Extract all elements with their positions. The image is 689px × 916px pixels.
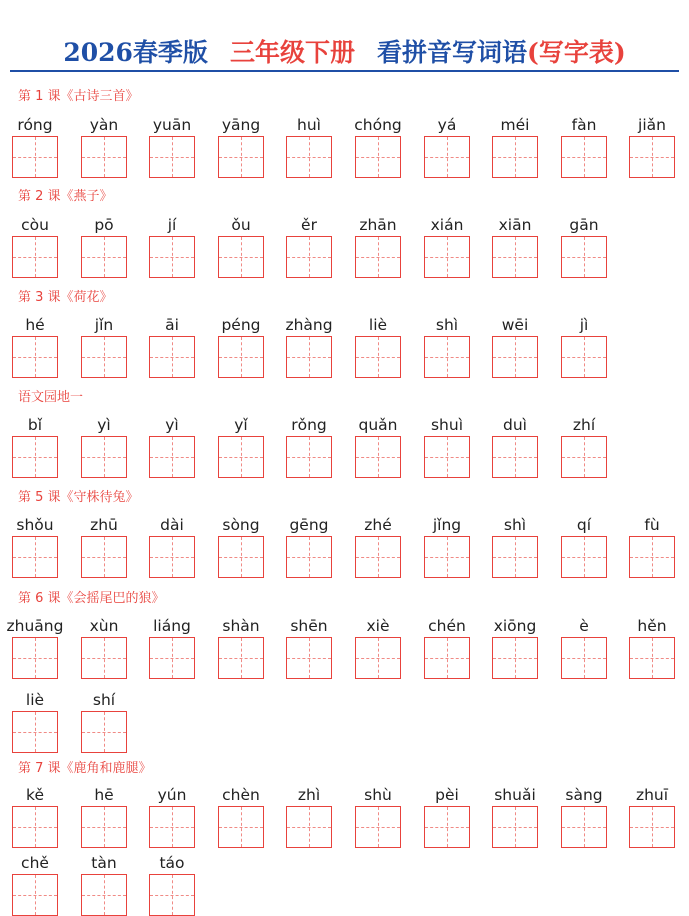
writing-box[interactable] bbox=[629, 136, 675, 178]
writing-box[interactable] bbox=[424, 236, 470, 278]
writing-box[interactable] bbox=[286, 806, 332, 848]
lesson-title: 第 5 课《守株待兔》 bbox=[18, 490, 139, 505]
pinyin-label: shì bbox=[503, 516, 527, 534]
pinyin-label: hé bbox=[25, 316, 45, 334]
pinyin-label: shù bbox=[364, 786, 392, 804]
pinyin-label: rǒng bbox=[291, 416, 327, 434]
writing-box[interactable] bbox=[424, 806, 470, 848]
writing-box[interactable] bbox=[424, 637, 470, 679]
pinyin-label: hěn bbox=[637, 617, 667, 635]
pinyin-label: yuān bbox=[152, 116, 192, 134]
writing-box[interactable] bbox=[12, 136, 58, 178]
writing-box[interactable] bbox=[355, 806, 401, 848]
title-subject: 看拼音写词语 bbox=[376, 38, 527, 67]
title-grade: 三年级下册 bbox=[229, 38, 355, 67]
pinyin-label: shuì bbox=[430, 416, 464, 434]
title-paren-open: ( bbox=[526, 38, 539, 67]
writing-box[interactable] bbox=[355, 436, 401, 478]
writing-box[interactable] bbox=[286, 136, 332, 178]
pinyin-label: zhū bbox=[90, 516, 118, 534]
writing-box[interactable] bbox=[424, 336, 470, 378]
pinyin-label: dài bbox=[160, 516, 184, 534]
writing-box[interactable] bbox=[355, 536, 401, 578]
pinyin-label: zhí bbox=[572, 416, 596, 434]
pinyin-label: jiǎn bbox=[638, 116, 666, 134]
writing-box[interactable] bbox=[12, 536, 58, 578]
pinyin-label: xùn bbox=[89, 617, 119, 635]
pinyin-label: yāng bbox=[221, 116, 261, 134]
pinyin-label: zhuāng bbox=[6, 617, 64, 635]
pinyin-label: xiōng bbox=[493, 617, 537, 635]
writing-box[interactable] bbox=[218, 336, 264, 378]
writing-box[interactable] bbox=[12, 874, 58, 916]
writing-box[interactable] bbox=[286, 536, 332, 578]
pinyin-label: còu bbox=[21, 216, 49, 234]
writing-box[interactable] bbox=[12, 236, 58, 278]
writing-box[interactable] bbox=[355, 637, 401, 679]
pinyin-label: gēng bbox=[289, 516, 329, 534]
pinyin-label: zhuī bbox=[635, 786, 669, 804]
pinyin-label: duì bbox=[503, 416, 527, 434]
pinyin-label: pèi bbox=[435, 786, 459, 804]
writing-box[interactable] bbox=[81, 874, 127, 916]
writing-box[interactable] bbox=[218, 236, 264, 278]
lesson-title: 第 2 课《燕子》 bbox=[18, 189, 113, 204]
writing-box[interactable] bbox=[355, 136, 401, 178]
pinyin-label: yǐ bbox=[234, 416, 248, 434]
pinyin-label: chě bbox=[21, 854, 49, 872]
pinyin-label: zhàng bbox=[285, 316, 333, 334]
title-year: 2026 bbox=[63, 38, 133, 67]
writing-box[interactable] bbox=[149, 236, 195, 278]
writing-box[interactable] bbox=[561, 436, 607, 478]
pinyin-label: kě bbox=[26, 786, 44, 804]
writing-box[interactable] bbox=[81, 236, 127, 278]
writing-box[interactable] bbox=[218, 536, 264, 578]
writing-box[interactable] bbox=[149, 536, 195, 578]
writing-box[interactable] bbox=[355, 236, 401, 278]
writing-box[interactable] bbox=[561, 806, 607, 848]
writing-box[interactable] bbox=[149, 336, 195, 378]
lesson-title: 第 3 课《荷花》 bbox=[18, 290, 113, 305]
pinyin-label: bǐ bbox=[27, 416, 43, 434]
pinyin-label: sòng bbox=[222, 516, 260, 534]
pinyin-label: chèn bbox=[222, 786, 260, 804]
writing-box[interactable] bbox=[492, 536, 538, 578]
pinyin-label: gān bbox=[569, 216, 599, 234]
lesson-title: 第 7 课《鹿角和鹿腿》 bbox=[18, 761, 152, 776]
writing-box[interactable] bbox=[629, 806, 675, 848]
pinyin-label: pō bbox=[94, 216, 114, 234]
pinyin-label: péng bbox=[221, 316, 261, 334]
writing-box[interactable] bbox=[355, 336, 401, 378]
pinyin-label: xián bbox=[430, 216, 464, 234]
writing-box[interactable] bbox=[492, 136, 538, 178]
writing-box[interactable] bbox=[561, 637, 607, 679]
writing-box[interactable] bbox=[81, 136, 127, 178]
lesson-title: 第 6 课《会摇尾巴的狼》 bbox=[18, 591, 165, 606]
pinyin-label: jǐn bbox=[94, 316, 114, 334]
pinyin-label: huì bbox=[297, 116, 321, 134]
writing-box[interactable] bbox=[12, 806, 58, 848]
pinyin-label: ǒu bbox=[231, 216, 251, 234]
writing-box[interactable] bbox=[492, 806, 538, 848]
pinyin-label: shǒu bbox=[16, 516, 54, 534]
pinyin-label: shàn bbox=[222, 617, 260, 635]
writing-box[interactable] bbox=[149, 436, 195, 478]
pinyin-label: xiè bbox=[366, 617, 390, 635]
writing-box[interactable] bbox=[286, 436, 332, 478]
pinyin-label: róng bbox=[17, 116, 53, 134]
writing-box[interactable] bbox=[149, 806, 195, 848]
writing-box[interactable] bbox=[218, 136, 264, 178]
pinyin-label: táo bbox=[159, 854, 185, 872]
pinyin-label: quǎn bbox=[358, 416, 398, 434]
pinyin-label: chén bbox=[428, 617, 466, 635]
pinyin-label: chóng bbox=[354, 116, 402, 134]
writing-box[interactable] bbox=[81, 336, 127, 378]
writing-box[interactable] bbox=[12, 436, 58, 478]
pinyin-label: méi bbox=[500, 116, 530, 134]
pinyin-label: hē bbox=[94, 786, 114, 804]
title-edition: 春季版 bbox=[132, 38, 208, 67]
pinyin-label: liè bbox=[368, 316, 388, 334]
pinyin-label: yàn bbox=[89, 116, 119, 134]
title-paren-close: ) bbox=[613, 38, 626, 67]
pinyin-label: āi bbox=[165, 316, 179, 334]
writing-box[interactable] bbox=[492, 336, 538, 378]
writing-box[interactable] bbox=[561, 336, 607, 378]
writing-box[interactable] bbox=[286, 637, 332, 679]
lesson-title: 语文园地一 bbox=[18, 390, 84, 405]
writing-box[interactable] bbox=[286, 236, 332, 278]
writing-box[interactable] bbox=[561, 136, 607, 178]
pinyin-label: è bbox=[579, 617, 589, 635]
pinyin-label: shí bbox=[92, 691, 116, 709]
writing-box[interactable] bbox=[81, 436, 127, 478]
pinyin-label: yì bbox=[165, 416, 179, 434]
pinyin-label: yún bbox=[157, 786, 187, 804]
writing-box[interactable] bbox=[629, 536, 675, 578]
writing-box[interactable] bbox=[492, 236, 538, 278]
writing-box[interactable] bbox=[424, 536, 470, 578]
writing-box[interactable] bbox=[81, 806, 127, 848]
writing-box[interactable] bbox=[492, 436, 538, 478]
writing-box[interactable] bbox=[149, 136, 195, 178]
writing-box[interactable] bbox=[561, 236, 607, 278]
writing-box[interactable] bbox=[12, 637, 58, 679]
writing-box[interactable] bbox=[492, 637, 538, 679]
pinyin-label: zhān bbox=[359, 216, 397, 234]
pinyin-label: shì bbox=[435, 316, 459, 334]
writing-box[interactable] bbox=[81, 711, 127, 753]
writing-box[interactable] bbox=[149, 637, 195, 679]
writing-box[interactable] bbox=[424, 136, 470, 178]
pinyin-label: xiān bbox=[498, 216, 532, 234]
writing-box[interactable] bbox=[12, 711, 58, 753]
writing-box[interactable] bbox=[12, 336, 58, 378]
pinyin-label: fàn bbox=[571, 116, 597, 134]
writing-box[interactable] bbox=[218, 436, 264, 478]
writing-box[interactable] bbox=[286, 336, 332, 378]
pinyin-label: yá bbox=[437, 116, 457, 134]
pinyin-label: qí bbox=[576, 516, 592, 534]
writing-box[interactable] bbox=[81, 637, 127, 679]
writing-box[interactable] bbox=[218, 806, 264, 848]
writing-box[interactable] bbox=[218, 637, 264, 679]
pinyin-label: sàng bbox=[565, 786, 603, 804]
writing-box[interactable] bbox=[81, 536, 127, 578]
pinyin-label: shēn bbox=[290, 617, 328, 635]
title-table-name: 写字表 bbox=[538, 38, 614, 67]
pinyin-label: jí bbox=[167, 216, 177, 234]
writing-box[interactable] bbox=[424, 436, 470, 478]
writing-box[interactable] bbox=[149, 874, 195, 916]
pinyin-label: ěr bbox=[301, 216, 317, 234]
pinyin-label: shuǎi bbox=[494, 786, 536, 804]
pinyin-label: liè bbox=[25, 691, 45, 709]
pinyin-label: jì bbox=[579, 316, 589, 334]
pinyin-label: yì bbox=[97, 416, 111, 434]
writing-box[interactable] bbox=[629, 637, 675, 679]
pinyin-label: liáng bbox=[153, 617, 191, 635]
lesson-title: 第 1 课《古诗三首》 bbox=[18, 89, 139, 104]
pinyin-label: fù bbox=[644, 516, 660, 534]
pinyin-label: wēi bbox=[501, 316, 529, 334]
pinyin-label: zhì bbox=[297, 786, 321, 804]
pinyin-label: jǐng bbox=[432, 516, 462, 534]
writing-box[interactable] bbox=[561, 536, 607, 578]
pinyin-label: tàn bbox=[91, 854, 117, 872]
pinyin-label: zhé bbox=[364, 516, 392, 534]
